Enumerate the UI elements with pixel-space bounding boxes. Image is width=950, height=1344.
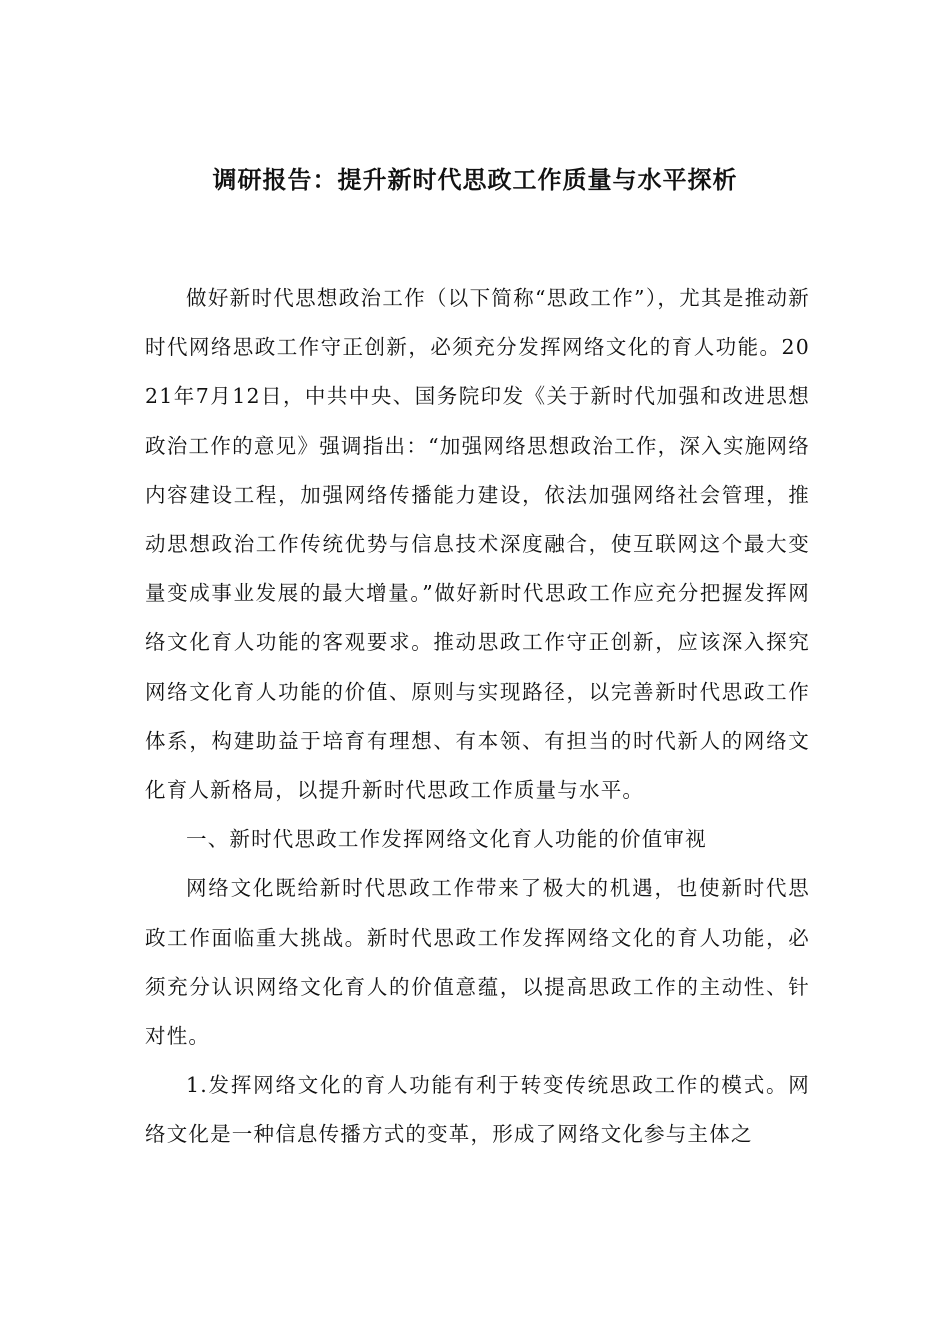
subsection-1-paragraph: 1.发挥网络文化的育人功能有利于转变传统思政工作的模式。网络文化是一种信息传播方式的变革，形成了网络文化参与主体之 bbox=[145, 1073, 810, 1147]
document-title: 调研报告：提升新时代思政工作质量与水平探析 bbox=[212, 165, 738, 194]
section-heading-1: 一、新时代思政工作发挥网络文化育人功能的价值审视 bbox=[186, 827, 707, 852]
intro-paragraph: 做好新时代思想政治工作（以下简称“思政工作”），尤其是推动新时代网络思政工作守正创新，必须充分发挥网络文化的育人功能。2021年7月12日，中共中央、国务院印发《关于新时代加强和改进思想政治工作的意见》强调指出：“加强网络思想政治工作，深入实施网络内容建设工程，加强网络传播能力建设，依法加强网络社会管理，推动思想政治工作传统优势与信息技术深度融合，使互联网这个最大变量变成事业发展的最大增量。”做好新时代思政工作应充分把握发挥网络文化育人功能的客观要求。推动思政工作守正创新，应该深入探究网络文化育人功能的价值、原则与实现路径，以完善新时代思政工作体系，构建助益于培育有理想、有本领、有担当的时代新人的网络文化育人新格局，以提升新时代思政工作质量与水平。 bbox=[145, 286, 810, 803]
section-1-paragraph: 网络文化既给新时代思政工作带来了极大的机遇，也使新时代思政工作面临重大挑战。新时代思政工作发挥网络文化的育人功能，必须充分认识网络文化育人的价值意蕴，以提高思政工作的主动性、针对性。 bbox=[145, 876, 810, 1049]
document-body bbox=[145, 274, 810, 1160]
